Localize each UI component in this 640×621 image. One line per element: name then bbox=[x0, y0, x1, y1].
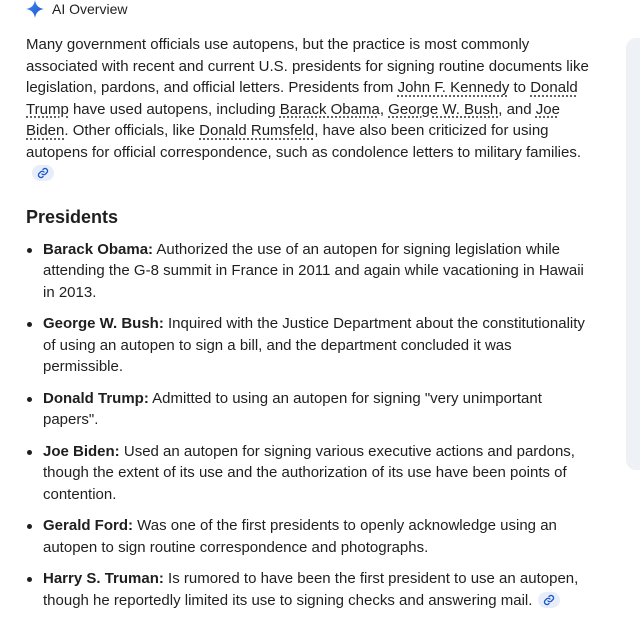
intro-text: Many government officials use autopens, but the practice is most commonly associated with recent and current U.S. presidents for signing routine documents like legislation, pardons, and official letters. Presidents from bbox=[26, 36, 589, 96]
list-item bbox=[26, 388, 592, 431]
entity-link-donald-rumsfeld[interactable]: Donald Rumsfeld bbox=[199, 122, 315, 139]
bullet-dot bbox=[27, 322, 32, 327]
item-text: Was one of the first presidents to openly acknowledge using an autopen to sign routine correspondence and photographs. bbox=[43, 517, 557, 556]
item-name: Donald Trump: bbox=[43, 389, 149, 407]
presidents-list bbox=[26, 239, 592, 612]
entity-link-george-w-bush[interactable]: George W. Bush bbox=[388, 100, 499, 118]
source-link-chip[interactable] bbox=[32, 165, 54, 181]
list-item bbox=[26, 568, 592, 611]
bullet-dot bbox=[27, 577, 32, 582]
intro-text: , bbox=[379, 100, 389, 118]
sparkle-icon bbox=[26, 0, 44, 18]
bullet-dot bbox=[27, 450, 32, 455]
ai-overview-title: AI Overview bbox=[52, 1, 128, 17]
list-item bbox=[26, 239, 592, 304]
section-heading-presidents: Presidents bbox=[26, 206, 119, 227]
item-name: Joe Biden: bbox=[43, 442, 120, 460]
intro-text: , and bbox=[498, 100, 536, 118]
bullet-dot bbox=[27, 248, 32, 253]
item-name: George W. Bush: bbox=[43, 315, 164, 332]
ai-overview-content bbox=[26, 34, 592, 621]
bullet-dot bbox=[27, 524, 32, 529]
list-item bbox=[26, 515, 592, 558]
item-text: Authorized the use of an autopen for signing legislation while attending the G-8 summit in France in 2011 and again while vacationing in Hawaii in 2013. bbox=[43, 240, 584, 301]
intro-text: , have also been criticized for using autopens for official correspondence, such as condolence letters to military families. bbox=[26, 122, 582, 161]
entity-link-donald-trump[interactable]: Donald Trump bbox=[26, 79, 578, 118]
item-name: Gerald Ford: bbox=[43, 517, 134, 534]
item-text: Is rumored to have been the first president to use an autopen, though he reportedly limited its use to signing checks and answering mail. bbox=[43, 570, 579, 609]
item-name: Barack Obama: bbox=[43, 240, 154, 258]
list-item bbox=[26, 441, 592, 506]
intro-paragraph bbox=[26, 34, 592, 185]
item-name: Harry S. Truman: bbox=[43, 570, 164, 587]
ai-overview-header bbox=[26, 0, 127, 18]
intro-text: to bbox=[509, 79, 531, 96]
entity-link-barack-obama[interactable]: Barack Obama bbox=[279, 100, 380, 118]
intro-text: have used autopens, including bbox=[68, 100, 280, 118]
link-icon bbox=[543, 594, 555, 606]
intro-text: . Other officials, like bbox=[64, 122, 200, 139]
item-text: Inquired with the Justice Department about the constitutionality of using an autopen to sign a bill, and the department concluded it was permissible. bbox=[43, 315, 585, 375]
link-icon bbox=[37, 167, 49, 179]
list-item bbox=[26, 313, 592, 378]
item-text: Used an autopen for signing various executive actions and pardons, though the extent of its use and the authorization of its use have been points of contention. bbox=[43, 442, 575, 503]
source-link-chip[interactable] bbox=[538, 592, 560, 608]
entity-link-john-f-kennedy[interactable]: John F. Kennedy bbox=[397, 79, 510, 96]
bullet-dot bbox=[27, 397, 32, 402]
item-text: Admitted to using an autopen for signing "very unimportant papers". bbox=[43, 389, 542, 428]
entity-link-joe-biden[interactable]: Joe Biden bbox=[26, 100, 560, 139]
scrollbar-rail[interactable] bbox=[626, 38, 640, 470]
